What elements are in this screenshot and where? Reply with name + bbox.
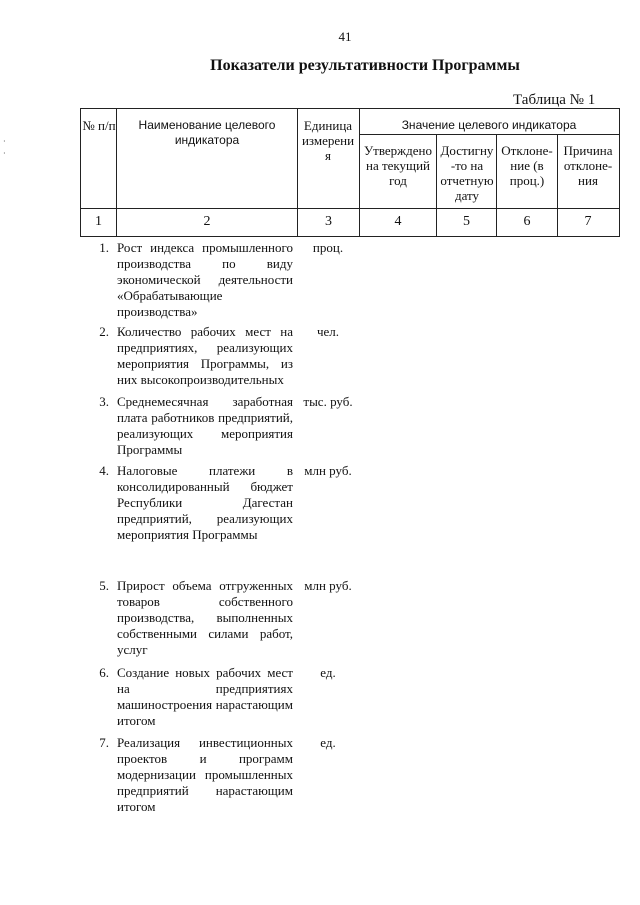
header-value-group: Значение целевого индикатора xyxy=(401,118,577,132)
row-unit: чел. xyxy=(316,324,340,339)
column-number: 1 xyxy=(95,214,102,229)
header-achieved: Достигну -то на отчетную дату xyxy=(440,143,494,203)
row-number: 4. xyxy=(99,463,109,478)
row-number: 1. xyxy=(99,240,109,255)
row-indicator-name: Создание новых рабочих мест на предприятиях машиностроения нарастающим итогом xyxy=(117,665,293,728)
row-indicator-name: Реализация инвестиционных проектов и программ модернизации промышленных предприятий нарастающим итогом xyxy=(117,735,293,814)
row-unit: ед. xyxy=(320,665,336,680)
document-title: Показатели результативности Программы xyxy=(210,57,520,74)
row-unit: проц. xyxy=(312,240,344,255)
row-indicator-name: Количество рабочих мест на предприятиях, реализующих мероприятия Программы, из них высокопроизводительных xyxy=(117,324,293,387)
header-deviation: Отклоне- ние (в проц.) xyxy=(501,143,553,188)
column-number: 3 xyxy=(325,214,332,229)
row-unit: тыс. руб. xyxy=(303,394,353,409)
column-number: 6 xyxy=(523,214,531,229)
row-unit: ед. xyxy=(320,735,336,750)
row-indicator-name: Налоговые платежи в консолидированный бюджет Республики Дагестан предприятий, реализующих мероприятия Программы xyxy=(117,463,293,542)
row-divider xyxy=(80,208,619,209)
table-label: Таблица № 1 xyxy=(513,92,596,108)
row-number: 3. xyxy=(99,394,109,409)
column-number: 7 xyxy=(584,214,592,229)
row-number: 6. xyxy=(99,665,109,680)
header-reason: Причина отклоне- ния xyxy=(563,143,613,188)
row-unit: млн руб. xyxy=(304,578,352,593)
row-divider xyxy=(359,134,619,135)
header-name: Наименование целевого индикатора xyxy=(138,118,276,147)
page-number: 41 xyxy=(338,29,352,44)
row-number: 5. xyxy=(99,578,109,593)
row-unit: млн руб. xyxy=(304,463,352,478)
row-number: 2. xyxy=(99,324,109,339)
header-number: № п/п xyxy=(82,118,116,133)
row-indicator-name: Рост индекса промышленного производства по виду экономической деятельности «Обрабатывающие производства» xyxy=(117,240,293,319)
header-unit: Единица измерения xyxy=(301,118,355,163)
column-number: 2 xyxy=(203,214,211,229)
header-approved: Утверждено на текущий год xyxy=(363,143,433,188)
margin-mark: · xyxy=(3,149,6,158)
row-number: 7. xyxy=(99,735,109,750)
row-indicator-name: Среднемесячная заработная плата работников предприятий, реализующих мероприятия Программы xyxy=(117,394,293,457)
column-number: 4 xyxy=(394,214,402,229)
margin-mark: · xyxy=(3,137,6,146)
column-number: 5 xyxy=(463,214,470,229)
row-indicator-name: Прирост объема отгруженных товаров собственного производства, выполненных собственными силами работ, услуг xyxy=(117,578,293,657)
